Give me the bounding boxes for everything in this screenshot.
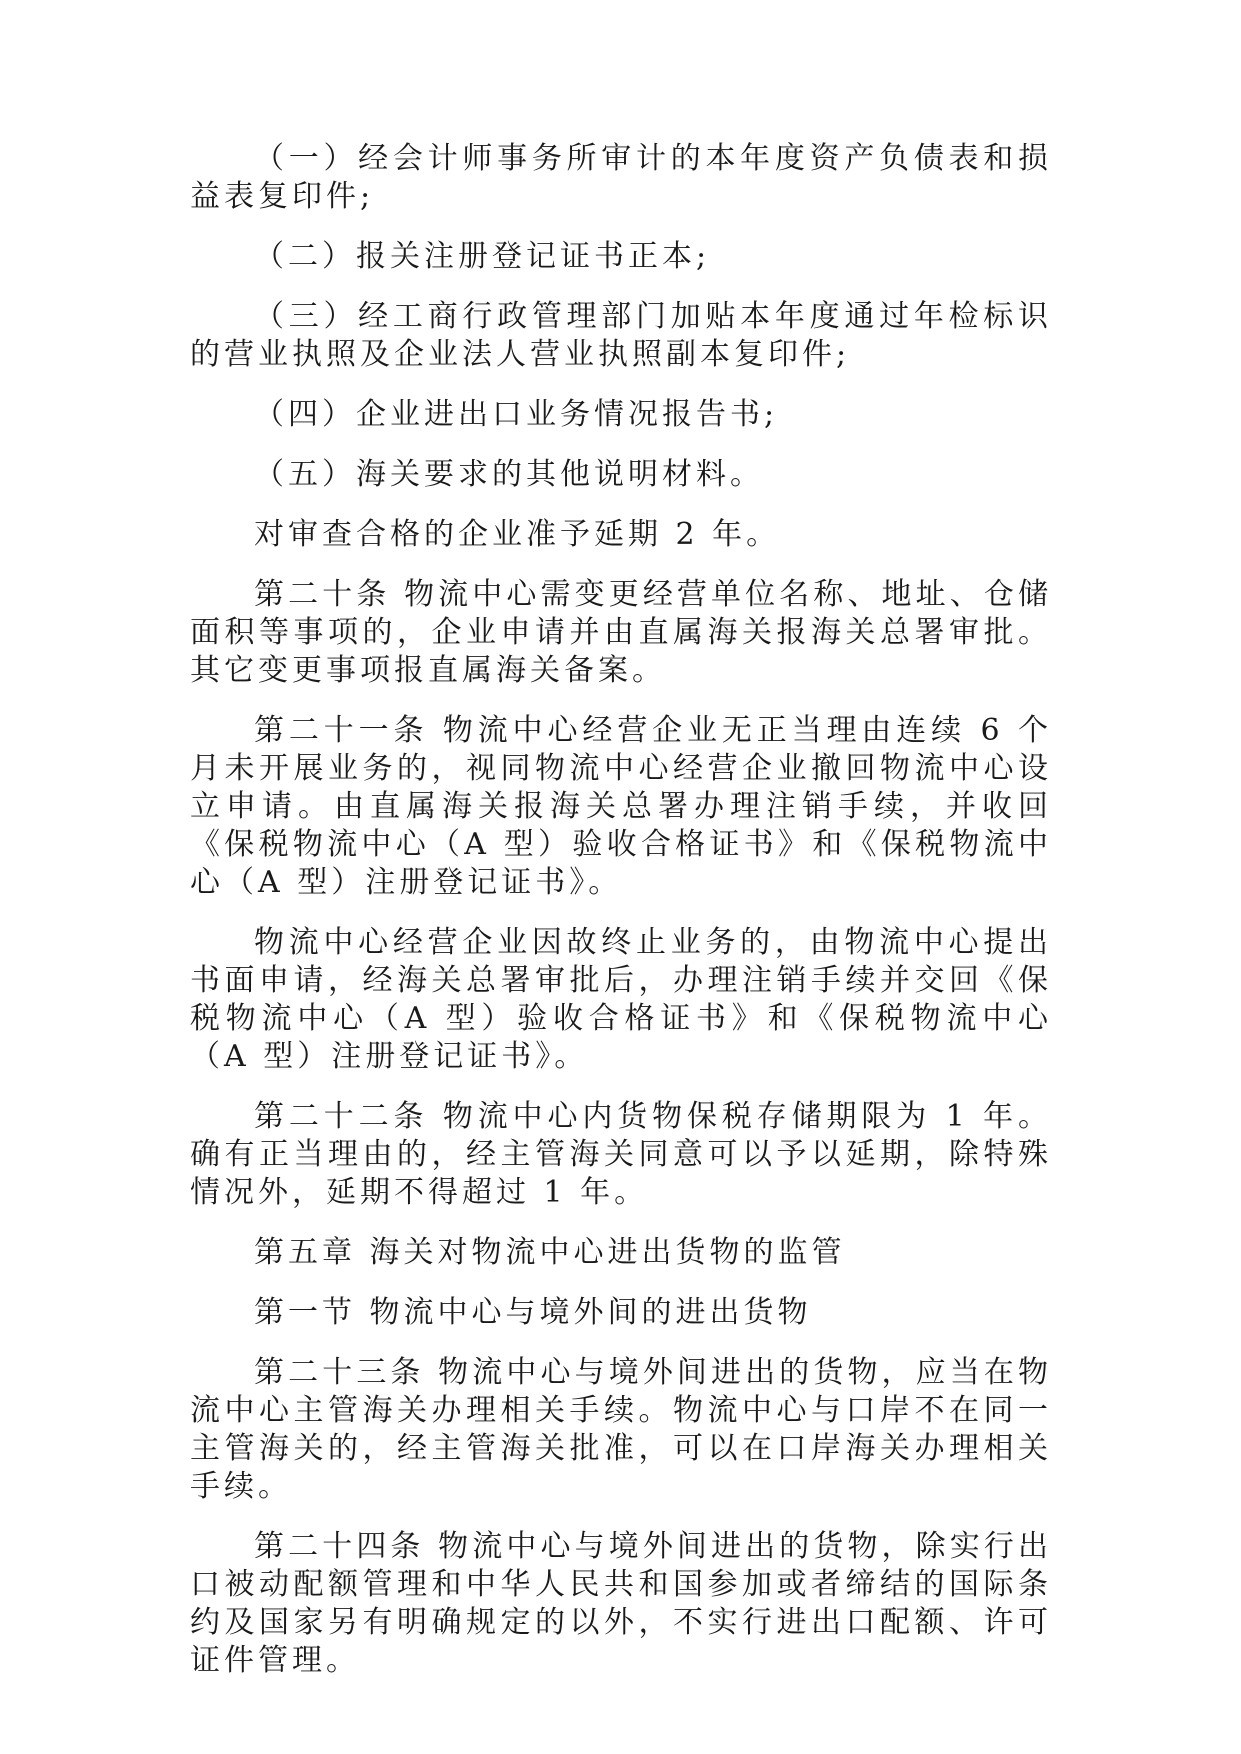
chapter-heading: 第五章 海关对物流中心进出货物的监管 bbox=[254, 1235, 846, 1270]
article-23: 第二十三条 物流中心与境外间进出的货物，应当在物流中心主管海关办理相关手续。物流中心与口岸不在同一主管海关的，经主管海关批准，可以在口岸海关办理相关手续。 bbox=[190, 1355, 1052, 1504]
article-20: 第二十条 物流中心需变更经营单位名称、地址、仓储面积等事项的，企业申请并由直属海关报海关总署审批。其它变更事项报直属海关备案。 bbox=[190, 577, 1052, 688]
document-page bbox=[190, 140, 1052, 1702]
article-22: 第二十二条 物流中心内货物保税存储期限为 1 年。确有正当理由的，经主管海关同意可以予以延期，除特殊情况外，延期不得超过 1 年。 bbox=[190, 1099, 1052, 1210]
section-heading: 第一节 物流中心与境外间的进出货物 bbox=[254, 1295, 812, 1330]
article-21: 第二十一条 物流中心经营企业无正当理由连续 6 个月未开展业务的，视同物流中心经营企业撤回物流中心设立申请。由直属海关报海关总署办理注销手续，并收回《保税物流中心（A 型）验收合格证书》和《保税物流中心（A 型）注册登记证书》。 bbox=[190, 713, 1052, 900]
article-24: 第二十四条 物流中心与境外间进出的货物，除实行出口被动配额管理和中华人民共和国参加或者缔结的国际条约及国家另有明确规定的以外，不实行进出口配额、许可证件管理。 bbox=[190, 1529, 1052, 1678]
clause-item-1: （一）经会计师事务所审计的本年度资产负债表和损益表复印件; bbox=[190, 141, 1052, 214]
clause-item-5: （五）海关要求的其他说明材料。 bbox=[254, 457, 764, 492]
extension-note: 对审查合格的企业准予延期 2 年。 bbox=[254, 517, 781, 552]
article-21-paragraph-2: 物流中心经营企业因故终止业务的，由物流中心提出书面申请，经海关总署审批后，办理注销手续并交回《保税物流中心（A 型）验收合格证书》和《保税物流中心（A 型）注册登记证书》。 bbox=[190, 925, 1052, 1074]
clause-item-3: （三）经工商行政管理部门加贴本年度通过年检标识的营业执照及企业法人营业执照副本复印件; bbox=[190, 299, 1052, 372]
clause-item-2: （二）报关注册登记证书正本; bbox=[254, 239, 711, 274]
clause-item-4: （四）企业进出口业务情况报告书; bbox=[254, 397, 779, 432]
